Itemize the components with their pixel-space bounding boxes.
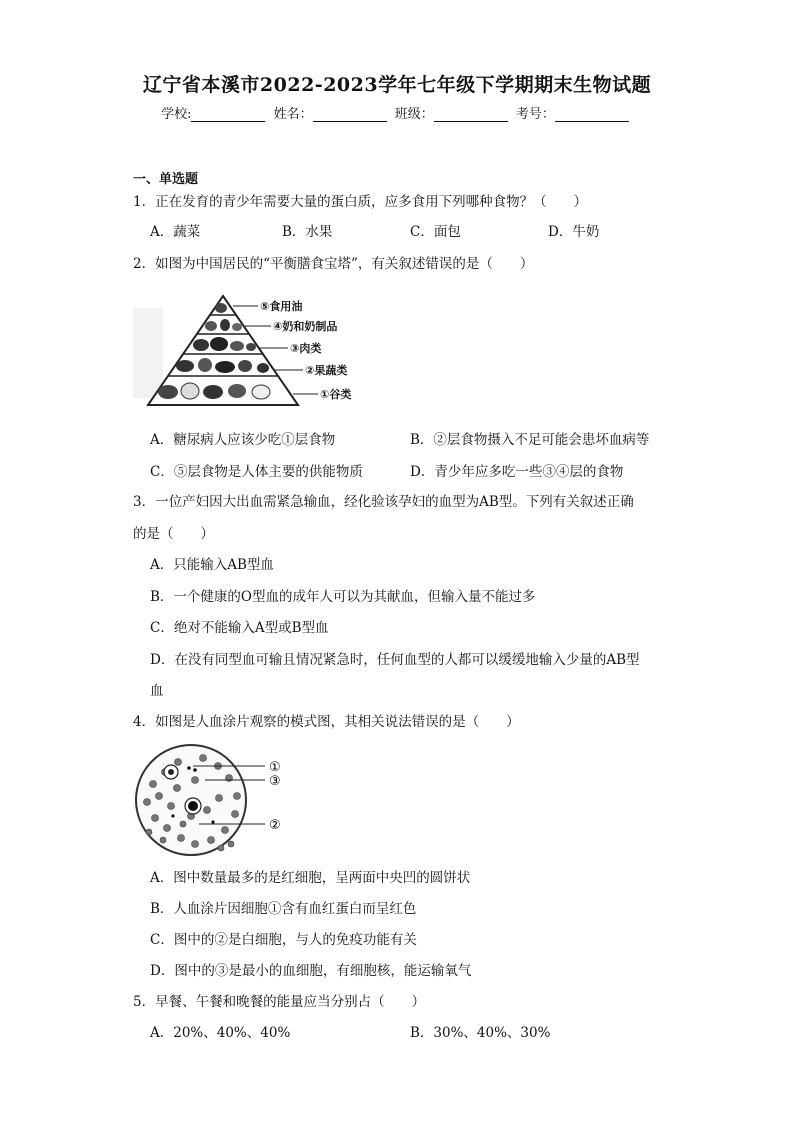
pyramid-label-2: ②果蔬类 [305, 364, 348, 377]
pyramid-label-4: ④奶和奶制品 [273, 320, 338, 333]
student-info-line [0, 103, 794, 122]
name-label: 姓名： [273, 107, 313, 122]
smear-label-3: ③ [269, 774, 281, 789]
food-pyramid-figure [133, 288, 383, 417]
question-4-option-a: A．图中数量最多的是红细胞，呈两面中央凹的圆饼状 [150, 870, 471, 886]
food-pyramid-diagram [133, 288, 383, 413]
question-1-option-c: C．面包 [410, 224, 461, 240]
question-4-option-b: B．人血涂片因细胞①含有血红蛋白而呈红色 [150, 901, 417, 917]
page-title: 辽宁省本溪市2022-2023学年七年级下学期期末生物试题 [142, 74, 652, 96]
exam-no-label: 考号： [515, 107, 555, 122]
question-5-stem: 5．早餐、午餐和晚餐的能量应当分别占（ ） [133, 994, 426, 1010]
question-1-option-d: D．牛奶 [548, 224, 600, 240]
question-3-option-d-continued: 血 [150, 683, 164, 699]
question-2-option-c: C．⑤层食物是人体主要的供能物质 [150, 464, 363, 480]
question-4-option-d: D．图中的③是最小的血细胞，有细胞核，能运输氧气 [150, 963, 472, 979]
question-3-option-a: A．只能输入AB型血 [150, 557, 274, 573]
question-4-option-c: C．图中的②是白细胞，与人的免疫功能有关 [150, 932, 417, 948]
question-1-option-a: A．蔬菜 [150, 224, 201, 240]
section-title: 一、单选题 [133, 172, 199, 187]
pyramid-label-3: ③肉类 [290, 342, 322, 355]
pyramid-label-1: ①谷类 [320, 388, 352, 401]
exam-no-blank [555, 109, 629, 122]
school-label: 学校: [161, 107, 192, 122]
class-blank [434, 109, 508, 122]
pyramid-label-5: ⑤食用油 [260, 300, 303, 313]
blood-smear-figure [133, 744, 303, 863]
question-5-option-b: B．30%、40%、30% [410, 1025, 551, 1041]
question-3-option-c: C．绝对不能输入A型或B型血 [150, 620, 329, 636]
question-1-option-b: B．水果 [282, 224, 333, 240]
question-3-option-d: D．在没有同型血可输且情况紧急时，任何血型的人都可以缓缓地输入少量的AB型 [150, 652, 640, 668]
blood-smear-diagram [133, 744, 303, 859]
smear-label-1: ① [269, 760, 281, 775]
name-blank [313, 109, 387, 122]
question-2-option-b: B．②层食物摄入不足可能会患坏血病等 [410, 432, 650, 448]
school-blank [191, 109, 265, 122]
question-3-stem-line1: 3．一位产妇因大出血需紧急输血，经化验该孕妇的血型为AB型。下列有关叙述正确 [133, 494, 634, 510]
question-2-stem: 2．如图为中国居民的“平衡膳食宝塔”，有关叙述错误的是（ ） [133, 256, 534, 272]
question-2-option-a: A．糖尿病人应该少吃①层食物 [150, 432, 336, 448]
smear-label-2: ② [269, 818, 281, 833]
question-4-stem: 4．如图是人血涂片观察的模式图，其相关说法错误的是（ ） [133, 714, 520, 730]
question-1-stem: 1．正在发育的青少年需要大量的蛋白质，应多食用下列哪种食物？（ ） [133, 194, 588, 210]
class-label: 班级： [394, 107, 434, 122]
question-3-option-b: B．一个健康的O型血的成年人可以为其献血，但输入量不能过多 [150, 589, 536, 605]
question-3-stem-line2: 的是（ ） [133, 526, 214, 542]
question-2-option-d: D．青少年应多吃一些③④层的食物 [410, 464, 624, 480]
question-5-option-a: A．20%、40%、40% [150, 1025, 291, 1041]
